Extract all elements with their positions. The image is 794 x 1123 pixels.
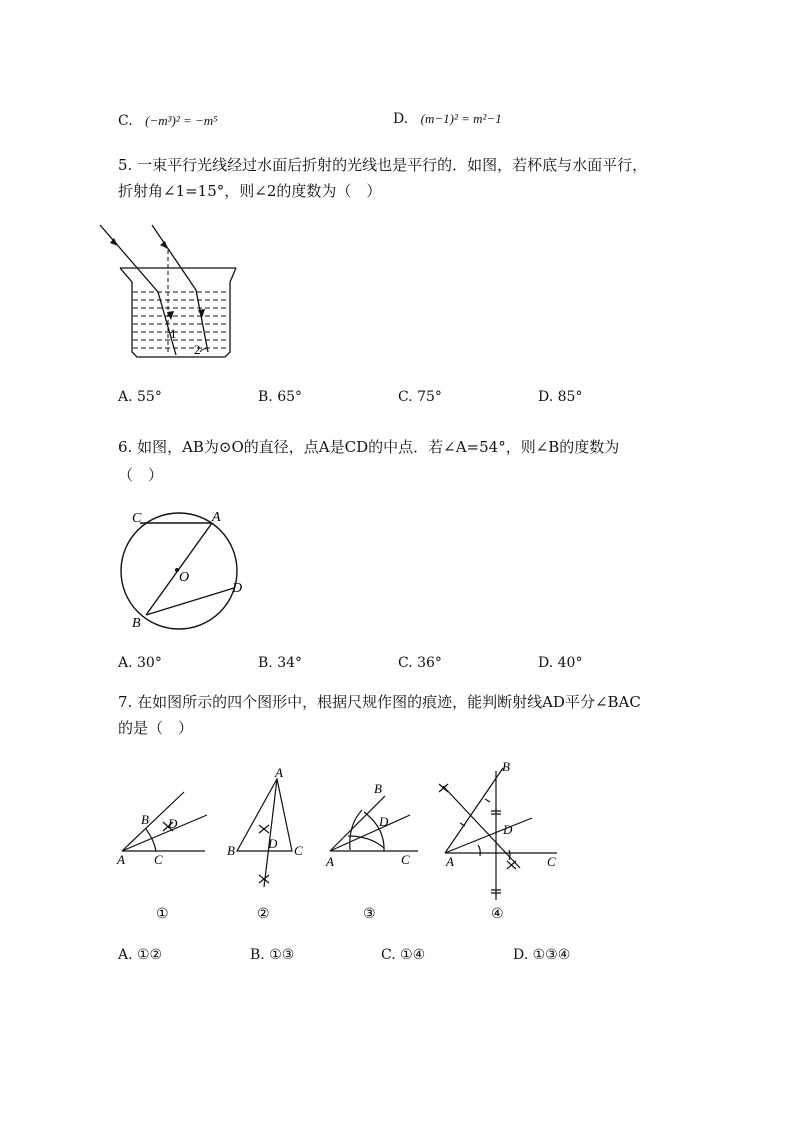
fig2-label-d: D: [268, 836, 278, 851]
q6-stem-line2: （ ）: [118, 466, 164, 484]
fig2: [237, 779, 292, 887]
q5-option-c: C. 75°: [398, 389, 442, 405]
label-o: O: [179, 570, 190, 585]
fig4-label-a: A: [446, 854, 454, 869]
q7-option-d: D. ①③④: [513, 947, 571, 963]
label-b: B: [132, 616, 141, 631]
fig4-label-d: D: [503, 822, 513, 837]
fig3-label-c: C: [401, 852, 410, 867]
fig1-number: ①: [156, 907, 169, 922]
fig4-label-b: B: [502, 759, 510, 774]
fig2-number: ②: [257, 907, 270, 922]
q7-stem-line2: 的是（ ）: [118, 719, 194, 737]
fig2-label-b: B: [227, 843, 235, 858]
label-a: A: [212, 510, 221, 525]
q6-stem-line1: 6. 如图，AB为⊙O的直径，点A是CD的中点．若∠A=54°，则∠B的度数为: [118, 438, 620, 456]
q5-stem-line1: 5. 一束平行光线经过水面后折射的光线也是平行的．如图，若杯底与水面平行，: [118, 156, 648, 174]
fig3-number: ③: [363, 907, 376, 922]
q5-stem-line2: 折射角∠1=15°，则∠2的度数为（ ）: [118, 182, 382, 200]
fig3-label-d: D: [379, 814, 389, 829]
q7-option-c: C. ①④: [381, 947, 426, 963]
q6-option-c: C. 36°: [398, 655, 442, 671]
q7-stem-line1: 7. 在如图所示的四个图形中，根据尺规作图的痕迹，能判断射线AD平分∠BAC: [118, 693, 641, 711]
q5-option-d: D. 85°: [538, 389, 583, 405]
fig4: [439, 768, 557, 900]
q6-option-b: B. 34°: [258, 655, 303, 671]
fig1-label-d: D: [168, 816, 178, 831]
angle-1-label: 1: [170, 326, 177, 341]
q6-option-d: D. 40°: [538, 655, 583, 671]
q5-option-b: B. 65°: [258, 389, 303, 405]
fig4-label-c: C: [547, 854, 556, 869]
fig2-label-c: C: [294, 843, 303, 858]
fig4-number: ④: [491, 907, 504, 922]
q7-option-a: A. ①②: [118, 947, 163, 963]
fig1-label-b: B: [141, 812, 149, 827]
fig3: [330, 796, 418, 851]
angle-2-label: 2: [194, 342, 201, 357]
q4-option-c-expr: (−m³)² = −m⁵: [145, 113, 218, 128]
q4-option-d-expr: (m−1)² = m²−1: [420, 111, 502, 126]
q7-option-b: B. ①③: [250, 947, 295, 963]
fig2-label-a: A: [275, 765, 283, 780]
fig1: [122, 792, 207, 851]
q4-option-d-label: D.: [393, 111, 409, 127]
fig1-label-a: A: [117, 852, 125, 867]
fig1-label-c: C: [154, 852, 163, 867]
q4-option-c-label: C.: [118, 113, 133, 129]
q6-option-a: A. 30°: [118, 655, 162, 671]
q5-option-a: A. 55°: [118, 389, 162, 405]
fig3-label-b: B: [374, 781, 382, 796]
label-d: D: [232, 581, 243, 596]
fig3-label-a: A: [326, 854, 334, 869]
label-c: C: [132, 511, 142, 526]
